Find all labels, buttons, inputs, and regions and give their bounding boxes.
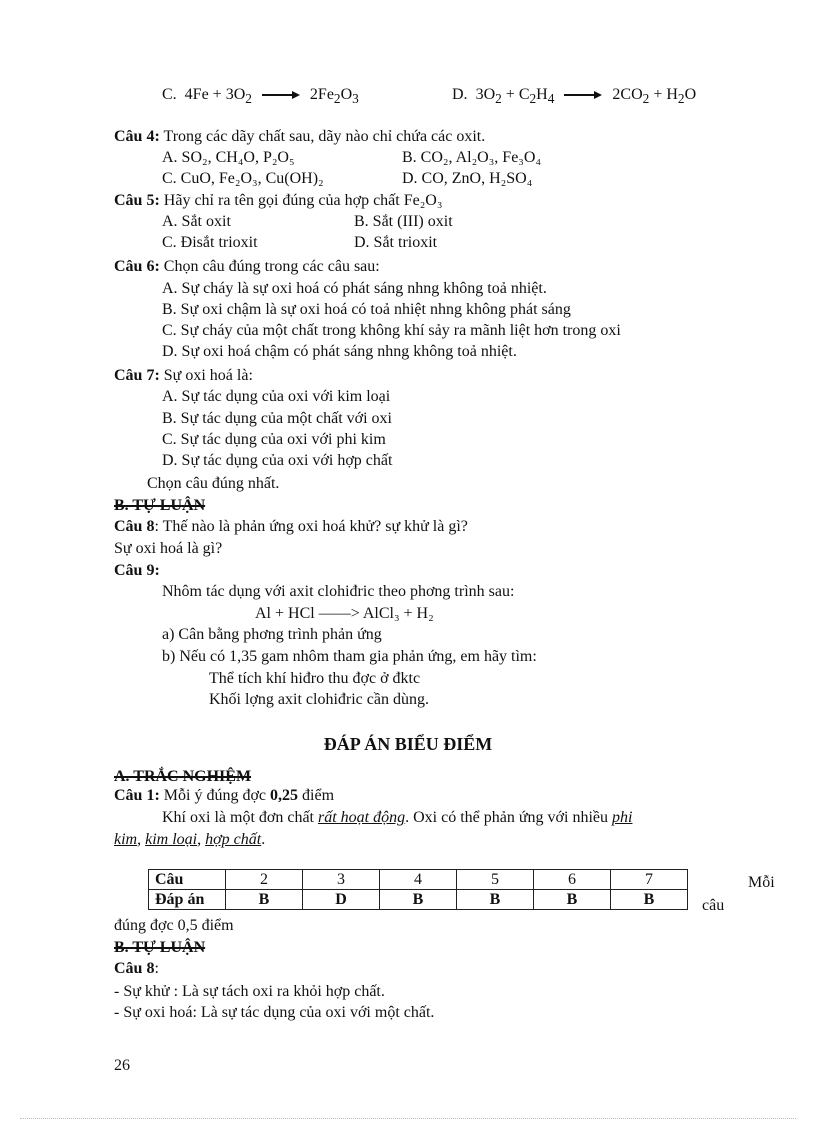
q7-option-b: B. Sự tác dụng của một chất với oxi: [162, 410, 392, 427]
q7-option-c: C. Sự tác dụng của oxi với phi kim: [162, 431, 386, 448]
table-cell: D: [303, 890, 380, 910]
q9-part-b: b) Nếu có 1,35 gam nhôm tham gia phản ứng, em hãy tìm:: [162, 648, 537, 665]
q4-option-c: C. CuO, Fe₂O₃, Cu(OH)₂: [162, 170, 324, 187]
q6-option-a: A. Sự cháy là sự oxi hoá có phát sáng nhng không toả nhiệt.: [162, 280, 547, 297]
table-cell: 6: [534, 870, 611, 890]
q6-question: Câu 6: Chọn câu đúng trong các câu sau:: [114, 258, 380, 275]
ans8-line-1: - Sự khử : Là sự tách oxi ra khỏi hợp chất.: [114, 983, 385, 1000]
q4-question: Câu 4: Trong các dãy chất sau, dãy nào chỉ chứa các oxit.: [114, 128, 486, 145]
q3-option-d: D. $3O_2 + C_2H_4$ $2CO_2 + H_2O$: [452, 86, 697, 107]
table-cell: 4: [380, 870, 457, 890]
table-row: [149, 890, 688, 910]
q8-question: Câu 8: Thế nào là phản ứng oxi hoá khử? sự khử là gì?: [114, 518, 468, 535]
q6-option-c: C. Sự cháy của một chất trong không khí sảy ra mãnh liệt hơn trong oxi: [162, 322, 621, 339]
q3-option-c: C. $4Fe + 3O_2$ $2Fe_2O_3$: [162, 86, 359, 107]
table-answer-label: Đáp án: [149, 890, 226, 910]
page-number: 26: [114, 1057, 130, 1074]
ans1-line: Câu 1: Mỗi ý đúng đợc 0,25 điểm: [114, 787, 335, 804]
q6-option-b: B. Sự oxi chậm là sự oxi hoá có toả nhiệt nhng không phát sáng: [162, 301, 571, 318]
ans8-line-2: - Sự oxi hoá: Là sự tác dụng của oxi với một chất.: [114, 1004, 435, 1021]
q5-question: Câu 5: Hãy chỉ ra tên gọi đúng của hợp chất Fe₂O₃: [114, 192, 443, 209]
q9-part-a: a) Cân bằng phơng trình phản ứng: [162, 626, 382, 643]
q9-part-b2: Khối lợng axit clohiđric cần dùng.: [209, 691, 429, 708]
q9-intro: Nhôm tác dụng với axit clohiđric theo phơng trình sau:: [162, 583, 515, 600]
section-a-heading: A. TRẮC NGHIỆM: [114, 768, 252, 785]
table-cell: 2: [226, 870, 303, 890]
q6-option-d: D. Sự oxi hoá chậm có phát sáng nhng không toả nhiệt.: [162, 343, 517, 360]
table-cell: 7: [611, 870, 688, 890]
table-cell: 5: [457, 870, 534, 890]
q4-option-d: D. CO, ZnO, H₂SO₄: [402, 170, 533, 187]
table-cell: B: [534, 890, 611, 910]
q5-option-b: B. Sắt (III) oxit: [354, 213, 453, 230]
q4-option-b: B. CO₂, Al₂O₃, Fe₃O₄: [402, 149, 542, 166]
q5-option-c: C. Đisắt trioxit: [162, 234, 258, 251]
table-note-right-1: Mỗi: [748, 874, 775, 891]
answer-key-title: ĐÁP ÁN BIỂU ĐIỂM: [323, 734, 493, 754]
q8-question-cont: Sự oxi hoá là gì?: [114, 540, 223, 557]
q5-option-d: D. Sắt trioxit: [354, 234, 438, 251]
q7-note: Chọn câu đúng nhất.: [147, 475, 280, 492]
table-cell: B: [380, 890, 457, 910]
q9-equation: Al + HCl ——> AlCl₃ + H₂: [255, 605, 434, 622]
table-header-label: Câu: [149, 870, 226, 890]
q7-option-a: A. Sự tác dụng của oxi với kim loại: [162, 388, 391, 405]
table-note-right-2: câu: [702, 897, 725, 914]
reaction-arrow-icon: [564, 90, 602, 100]
q7-question: Câu 7: Sự oxi hoá là:: [114, 367, 253, 384]
q4-option-a: A. SO₂, CH₄O, P₂O₅: [162, 149, 295, 166]
section-b-heading: B. TỰ LUẬN: [114, 497, 206, 514]
q7-option-d: D. Sự tác dụng của oxi với hợp chất: [162, 452, 393, 469]
answer-table: [148, 869, 688, 910]
q9-part-b1: Thể tích khí hiđro thu đợc ở đktc: [209, 670, 421, 687]
table-row: [149, 870, 688, 890]
ans1-explanation-2: kim, kim loại, hợp chất.: [114, 831, 266, 848]
section-b2-heading: B. TỰ LUẬN: [114, 939, 206, 956]
table-cell: B: [457, 890, 534, 910]
table-note-line: đúng đợc 0,5 điểm: [114, 917, 234, 934]
table-cell: 3: [303, 870, 380, 890]
reaction-arrow-icon: [262, 90, 300, 100]
q9-title: Câu 9:: [114, 562, 160, 579]
table-cell: B: [226, 890, 303, 910]
page-bottom-divider: [20, 1118, 796, 1119]
ans8-title: Câu 8:: [114, 960, 159, 977]
q5-option-a: A. Sắt oxit: [162, 213, 231, 230]
table-cell: B: [611, 890, 688, 910]
ans1-explanation-1: Khí oxi là một đơn chất rất hoạt động. Oxi có thể phản ứng với nhiều phi: [162, 809, 633, 826]
